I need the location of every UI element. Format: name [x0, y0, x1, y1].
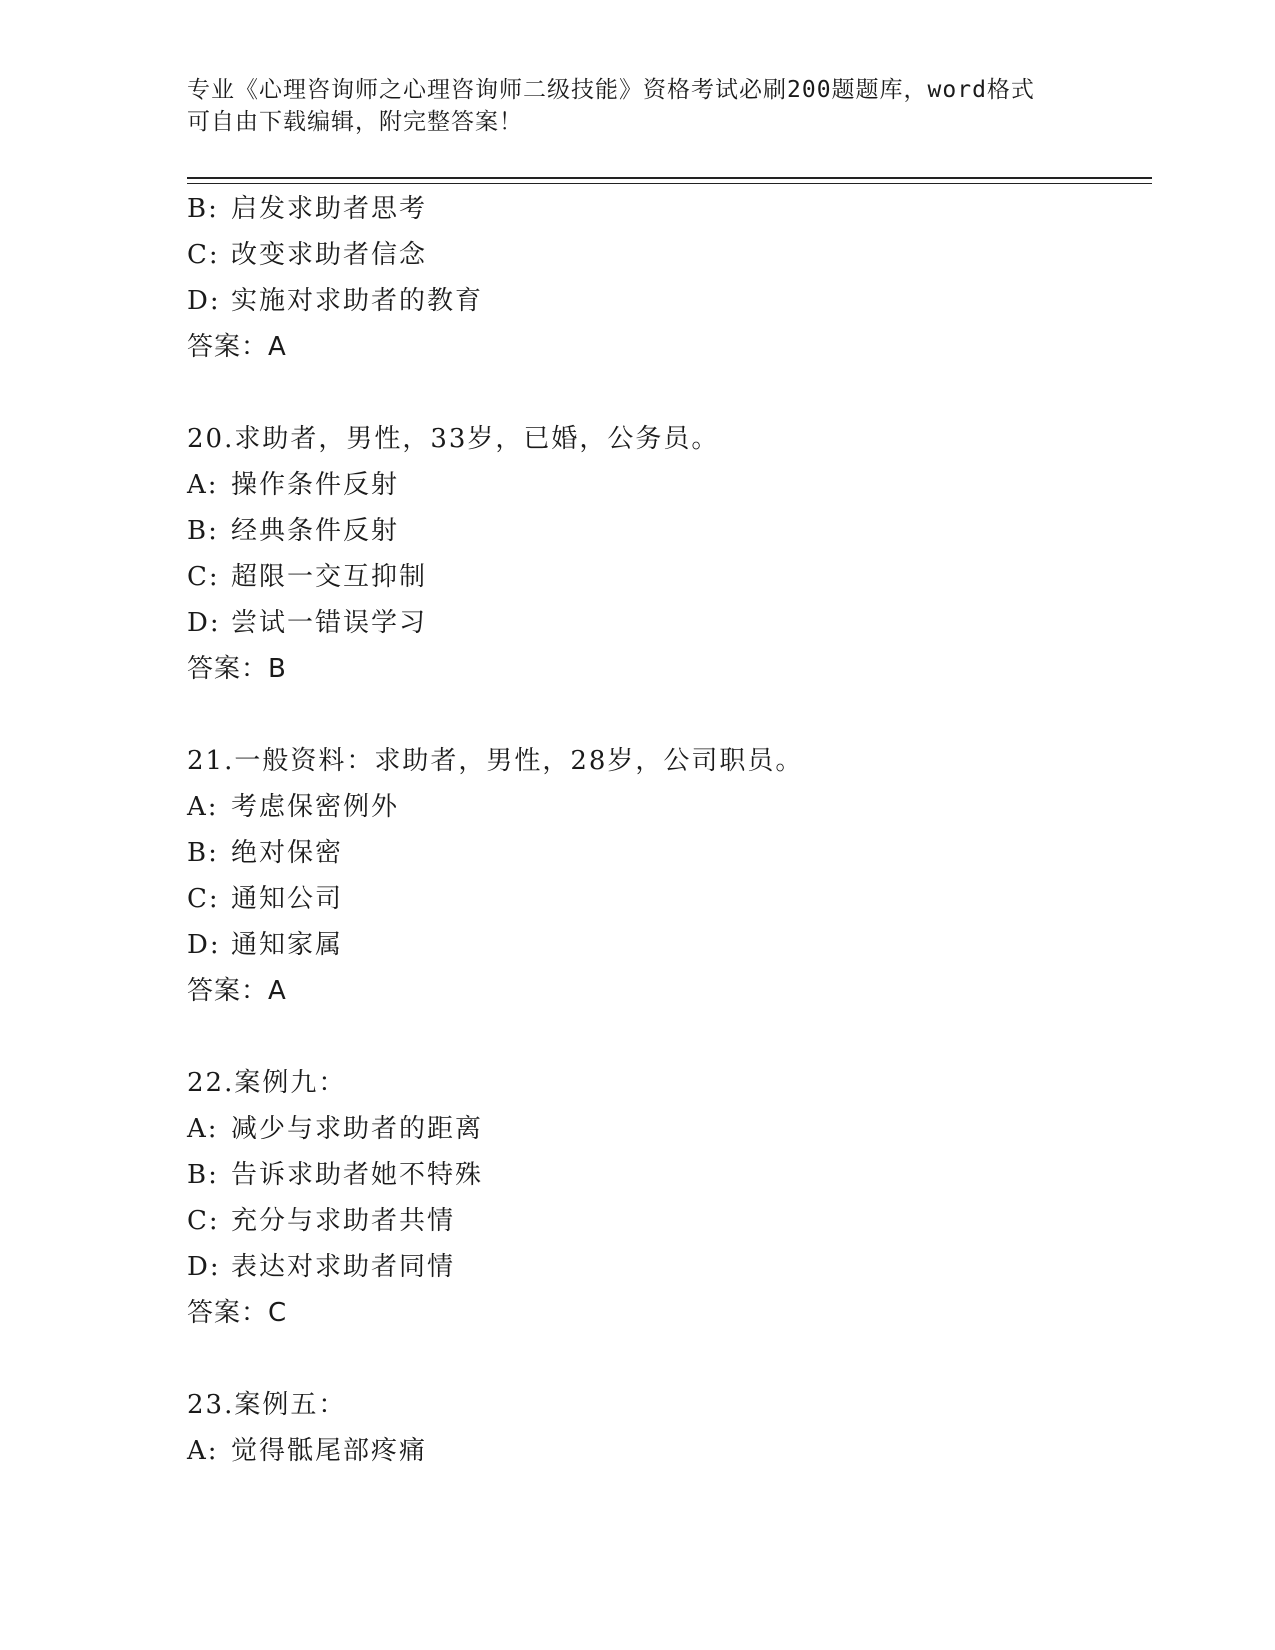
option-text: 操作条件反射	[231, 470, 400, 500]
option-letter: A:	[187, 792, 219, 822]
question-22	[187, 1060, 1147, 1336]
option-text: 启发求助者思考	[231, 194, 428, 224]
option-text: 超限一交互抑制	[231, 562, 428, 592]
option-text: 减少与求助者的距离	[231, 1114, 484, 1144]
header-divider-thick	[187, 177, 1152, 179]
option-letter: B:	[187, 516, 219, 546]
question-stem: 20.求助者，男性，33岁，已婚，公务员。	[187, 424, 720, 454]
option-d	[187, 278, 1147, 324]
option-letter: D:	[187, 1252, 221, 1282]
option-a	[187, 1428, 1147, 1474]
option-letter: C:	[187, 562, 220, 592]
option-letter: D:	[187, 286, 221, 316]
answer-line: 答案：B	[187, 654, 287, 684]
option-text: 通知公司	[231, 884, 344, 914]
option-d	[187, 600, 1147, 646]
option-b	[187, 508, 1147, 554]
header-divider-thin	[187, 183, 1152, 184]
option-text: 改变求助者信念	[231, 240, 428, 270]
option-d	[187, 922, 1147, 968]
option-c	[187, 876, 1147, 922]
question-stem: 22.案例九：	[187, 1068, 347, 1098]
option-text: 告诉求助者她不特殊	[231, 1160, 484, 1190]
header-line-1: 专业《心理咨询师之心理咨询师二级技能》资格考试必刷200题题库，word格式	[187, 77, 1035, 103]
option-letter: A:	[187, 470, 219, 500]
option-letter: D:	[187, 608, 221, 638]
question-20	[187, 416, 1147, 692]
option-b	[187, 1152, 1147, 1198]
option-letter: C:	[187, 884, 220, 914]
option-text: 表达对求助者同情	[231, 1252, 456, 1282]
option-text: 考虑保密例外	[231, 792, 400, 822]
option-c	[187, 1198, 1147, 1244]
option-c	[187, 232, 1147, 278]
question-stem: 21.一般资料：求助者，男性，28岁，公司职员。	[187, 746, 804, 776]
option-text: 实施对求助者的教育	[231, 286, 484, 316]
question-21	[187, 738, 1147, 1014]
option-text: 通知家属	[231, 930, 344, 960]
option-a	[187, 784, 1147, 830]
option-letter: C:	[187, 1206, 220, 1236]
answer-line: 答案：A	[187, 332, 287, 362]
option-letter: A:	[187, 1114, 219, 1144]
document-header	[187, 74, 1087, 138]
question-stem: 23.案例五：	[187, 1390, 347, 1420]
option-a	[187, 1106, 1147, 1152]
header-line-2: 可自由下载编辑，附完整答案！	[187, 109, 523, 135]
option-text: 充分与求助者共情	[231, 1206, 456, 1236]
answer-line: 答案：C	[187, 1298, 288, 1328]
option-d	[187, 1244, 1147, 1290]
option-text: 觉得骶尾部疼痛	[231, 1436, 428, 1466]
option-letter: C:	[187, 240, 220, 270]
option-text: 经典条件反射	[231, 516, 400, 546]
option-letter: B:	[187, 1160, 219, 1190]
option-letter: B:	[187, 194, 219, 224]
option-c	[187, 554, 1147, 600]
option-letter: A:	[187, 1436, 219, 1466]
question-23	[187, 1382, 1147, 1474]
option-b	[187, 830, 1147, 876]
question-19-tail	[187, 186, 1147, 370]
option-text: 尝试一错误学习	[231, 608, 428, 638]
option-a	[187, 462, 1147, 508]
answer-line: 答案：A	[187, 976, 287, 1006]
option-letter: B:	[187, 838, 219, 868]
option-text: 绝对保密	[231, 838, 344, 868]
question-list	[187, 186, 1147, 1474]
option-b	[187, 186, 1147, 232]
option-letter: D:	[187, 930, 221, 960]
